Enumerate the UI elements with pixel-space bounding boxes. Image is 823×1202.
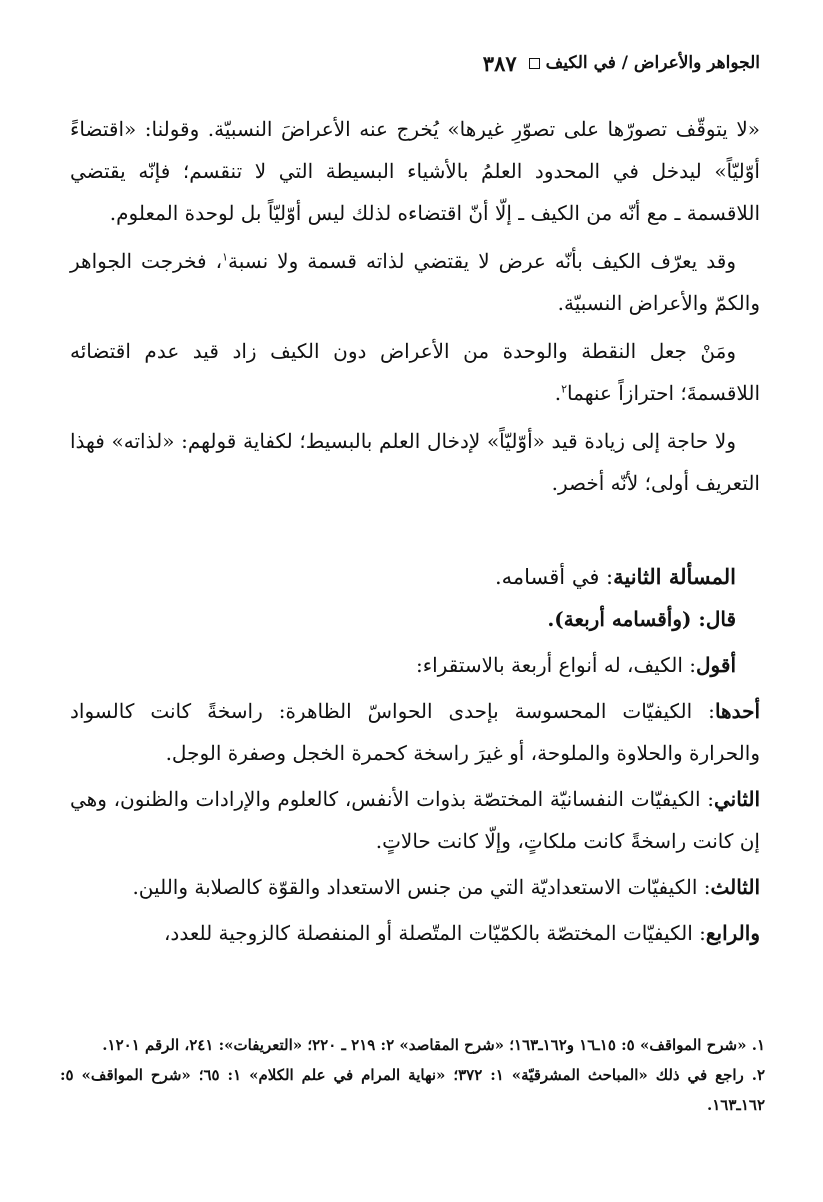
paragraph-3 [70,330,760,414]
list-item-2 [70,778,760,862]
aqulu-text: : الكيف، له أنواع أربعة بالاستقراء: [415,653,697,677]
section-heading [70,556,760,598]
qala-line [70,598,760,640]
paragraph-4 [70,420,760,504]
paragraph-text: وقد يعرّف الكيف بأنّه عرض لا يقتضي لذاته قسمة ولا نسبة [227,249,736,273]
item-label: الثالث [710,875,760,899]
paragraph-2 [70,240,760,324]
section-heading-bold: المسألة الثانية [613,564,736,589]
page-number: ٣٨٧ [482,50,517,76]
paragraph-tail: . [554,381,562,405]
footnotes [60,1030,765,1120]
item-text: : الكيفيّات النفسانيّة المختصّة بذوات الأنفس، كالعلوم والإرادات والظنون، وهي إن كانت راسخةً كانت ملكاتٍ، وإلّا كانت حالاتٍ. [70,787,760,853]
header-title: الجواهر والأعراض / في الكيف [545,53,760,73]
item-text: : الكيفيّات المحسوسة بإحدى الحواسّ الظاهرة: راسخةً كانت كالسواد والحرارة والحلاوة والملوحة، أو غيرَ راسخة كحمرة الخجل وصفرة الوجل. [70,699,760,765]
aqulu-label: أقول [696,653,736,677]
paragraph-1 [70,108,760,234]
paragraph-text: ومَنْ جعل النقطة والوحدة من الأعراض دون الكيف زاد قيد عدم اقتضائه اللاقسمةَ؛ احترازاً عنهما [70,339,760,405]
list-item-4 [70,912,760,954]
list-item-3 [70,866,760,908]
item-text: : الكيفيّات الاستعداديّة التي من جنس الاستعداد والقوّة كالصلابة واللين. [132,875,711,899]
running-header [70,48,760,78]
section-gap [70,510,760,556]
page-body [70,48,760,958]
item-label: والرابع [705,921,760,945]
footnote-1: ١. «شرح المواقف» ٥: ١٥ـ١٦ و١٦٢ـ١٦٣؛ «شرح المقاصد» ٢: ٢١٩ ـ ٢٢٠؛ «التعريفات»: ٢٤١، الرقم ١٢٠١. [102,1036,765,1054]
footnote-2: ٢. راجع في ذلك «المباحث المشرقيّة» ١: ٣٧٢؛ «نهاية المرام في علم الكلام» ١: ٦٥؛ «شرح المواقف» ٥: ١٦٢ـ١٦٣. [60,1066,766,1114]
section-heading-rest: : في أقسامه. [494,565,614,589]
paragraph-text: «لا يتوقّف تصورّها على تصوّرِ غيرها» يُخرج عنه الأعراضَ النسبيّة. وقولنا: «اقتضاءً أوّليّاً» ليدخل في المحدود العلمُ بالأشياء البسيطة التي لا تنقسم؛ فإنّه يقتضي اللاقسمة ـ مع أنّه من الكيف ـ إلّا أنّ اقتضاءه لذلك ليس أوّليّاً بل لوحدة المعلوم. [70,117,760,225]
footnote-ref-2[interactable]: ٢ [561,382,568,396]
item-label: أحدها [714,699,760,723]
paragraph-tail: ، فخرجت الجواهر والكمّ والأعراض النسبيّة. [70,249,760,315]
paragraph-text: ولا حاجة إلى زيادة قيد «أوّليّاً» لإدخال العلم بالبسيط؛ لكفاية قولهم: «لذاته» فهذا التعريف أولى؛ لأنّه أخصر. [70,429,760,495]
qala-label: قال [705,607,736,631]
footnote-ref-1[interactable]: ١ [222,250,228,264]
item-label: الثاني [713,787,760,811]
square-separator-icon [529,58,540,69]
qala-text: : (وأقسامه أربعة). [547,607,706,631]
aqulu-line [70,644,760,686]
item-text: : الكيفيّات المختصّة بالكمّيّات المتّصلة أو المنفصلة كالزوجية للعدد، [163,921,706,945]
list-item-1 [70,690,760,774]
